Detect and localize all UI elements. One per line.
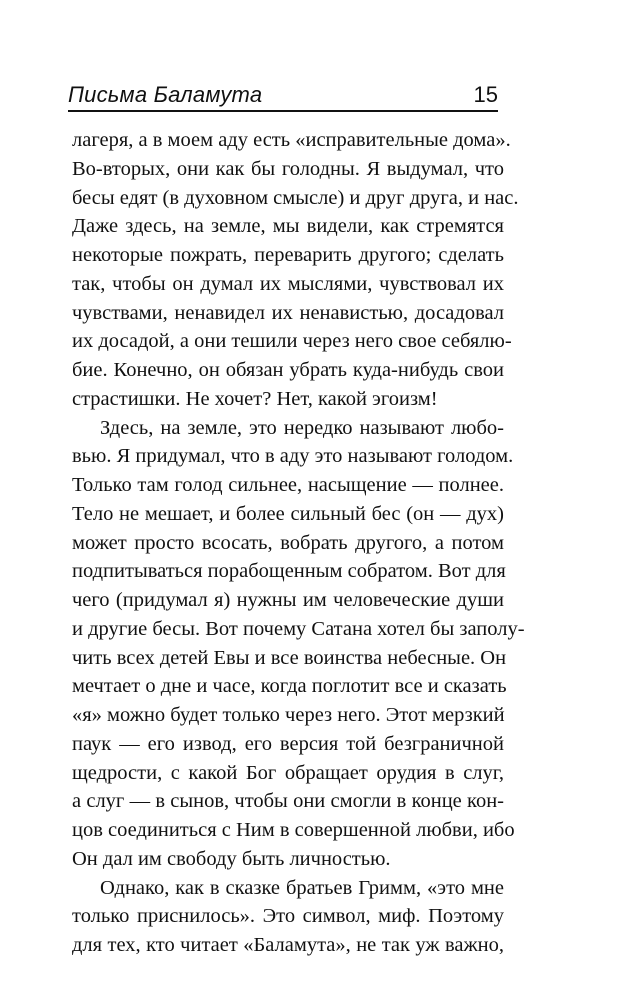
text-line: только приснилось». Это символ, миф. Поэтому [72, 905, 504, 928]
running-header [68, 82, 498, 112]
text-line: Только там голод сильнее, насыщение — полнее. [72, 474, 504, 496]
text-line: страстишки. Не хочет? Нет, какой эгоизм! [72, 387, 438, 410]
body-text [72, 126, 525, 960]
book-title: Письма Баламута [68, 82, 263, 107]
text-line: «я» можно будет только через него. Этот мерзкий [72, 704, 505, 726]
text-line: вью. Я придумал, что в аду это называют голодом. [72, 445, 514, 468]
text-line: подпитываться порабощенным собратом. Вот для [72, 560, 506, 583]
text-line: Во-вторых, они как бы голодны. Я выдумал, что [72, 157, 504, 180]
text-line: мечтает о дне и часе, когда поглотит все и сказать [72, 675, 507, 698]
text-line: чувствами, ненавидел их ненавистью, досадовал [72, 301, 504, 324]
text-line: щедрости, с какой Бог обращает орудия в слуг, [72, 761, 504, 784]
text-line: Он дал им свободу быть личностью. [72, 847, 391, 870]
text-line: Тело не мешает, и более сильный бес (он — дух) [72, 502, 504, 525]
text-line: бие. Конечно, он обязан убрать куда-нибудь свои [72, 359, 504, 381]
text-line: а слуг — в сынов, чтобы они смогли в конце кон- [72, 790, 504, 813]
page-number: 15 [473, 82, 498, 107]
text-line: бесы едят (в духовном смысле) и друг друга, и нас. [72, 186, 519, 209]
text-line: Здесь, на земле, это нередко называют любо- [100, 416, 504, 439]
text-line: их досадой, а они тешили через него свое себялю- [72, 330, 512, 353]
text-line: может просто всосать, вобрать другого, а потом [72, 531, 504, 554]
text-line: Даже здесь, на земле, мы видели, как стремятся [72, 215, 504, 238]
text-line: некоторые пожрать, переварить другого; сделать [72, 244, 504, 266]
text-line: паук — его извод, его версия той безграничной [72, 732, 504, 755]
text-line: чить всех детей Евы и все воинства небесные. Он [72, 646, 507, 669]
text-line: лагеря, а в моем аду есть «исправительные дома». [72, 129, 511, 151]
text-line: чего (придумал я) нужны им человеческие души [72, 589, 504, 611]
text-line: цов соединиться с Ним в совершенной любви, ибо [72, 819, 515, 841]
text-line: так, чтобы он думал их мыслями, чувствовал их [72, 272, 504, 295]
text-line: и другие бесы. Вот почему Сатана хотел бы заполу- [72, 617, 525, 640]
text-line: для тех, кто читает «Баламута», не так уж важно, [72, 934, 504, 956]
text-line: Однако, как в сказке братьев Гримм, «это мне [100, 876, 504, 899]
